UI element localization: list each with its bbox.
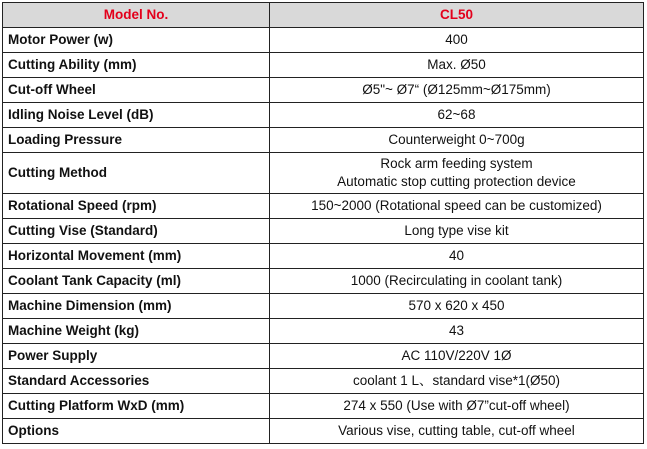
table-row — [3, 53, 644, 78]
table-row — [3, 419, 644, 444]
row-value: coolant 1 L、standard vise*1(Ø50) — [270, 369, 644, 394]
table-row — [3, 219, 644, 244]
row-value: 150~2000 (Rotational speed can be customized) — [270, 194, 644, 219]
row-label: Cutting Method — [3, 153, 270, 194]
row-label: Cut-off Wheel — [3, 78, 270, 103]
row-value: 570 x 620 x 450 — [270, 294, 644, 319]
table-row — [3, 103, 644, 128]
row-label: Coolant Tank Capacity (ml) — [3, 269, 270, 294]
spec-table — [2, 2, 644, 444]
row-value: Long type vise kit — [270, 219, 644, 244]
row-value — [270, 153, 644, 194]
row-value: 62~68 — [270, 103, 644, 128]
value-line: Rock arm feeding system — [380, 156, 533, 171]
row-label: Power Supply — [3, 344, 270, 369]
row-label: Rotational Speed (rpm) — [3, 194, 270, 219]
row-label: Machine Weight (kg) — [3, 319, 270, 344]
row-value: 400 — [270, 28, 644, 53]
table-row — [3, 28, 644, 53]
table-row — [3, 294, 644, 319]
row-value: Max. Ø50 — [270, 53, 644, 78]
table-row — [3, 269, 644, 294]
row-value: 43 — [270, 319, 644, 344]
table-row — [3, 319, 644, 344]
row-label: Options — [3, 419, 270, 444]
table-row — [3, 128, 644, 153]
header-row — [3, 3, 644, 28]
table-row — [3, 394, 644, 419]
table-row — [3, 78, 644, 103]
row-value: 1000 (Recirculating in coolant tank) — [270, 269, 644, 294]
row-label: Cutting Platform WxD (mm) — [3, 394, 270, 419]
row-value: Ø5"~ Ø7“ (Ø125mm~Ø175mm) — [270, 78, 644, 103]
table-row — [3, 153, 644, 194]
value-line: Automatic stop cutting protection device — [337, 174, 576, 189]
table-row — [3, 369, 644, 394]
row-label: Horizontal Movement (mm) — [3, 244, 270, 269]
row-value: 40 — [270, 244, 644, 269]
row-label: Cutting Ability (mm) — [3, 53, 270, 78]
table-row — [3, 244, 644, 269]
row-value: 274 x 550 (Use with Ø7”cut-off wheel) — [270, 394, 644, 419]
header-label: Model No. — [3, 3, 270, 28]
table-row — [3, 194, 644, 219]
table-row — [3, 344, 644, 369]
row-label: Standard Accessories — [3, 369, 270, 394]
row-label: Idling Noise Level (dB) — [3, 103, 270, 128]
header-model: CL50 — [270, 3, 644, 28]
row-label: Motor Power (w) — [3, 28, 270, 53]
row-value: Various vise, cutting table, cut-off wheel — [270, 419, 644, 444]
row-label: Loading Pressure — [3, 128, 270, 153]
row-value: Counterweight 0~700g — [270, 128, 644, 153]
row-value: AC 110V/220V 1Ø — [270, 344, 644, 369]
row-label: Machine Dimension (mm) — [3, 294, 270, 319]
row-label: Cutting Vise (Standard) — [3, 219, 270, 244]
